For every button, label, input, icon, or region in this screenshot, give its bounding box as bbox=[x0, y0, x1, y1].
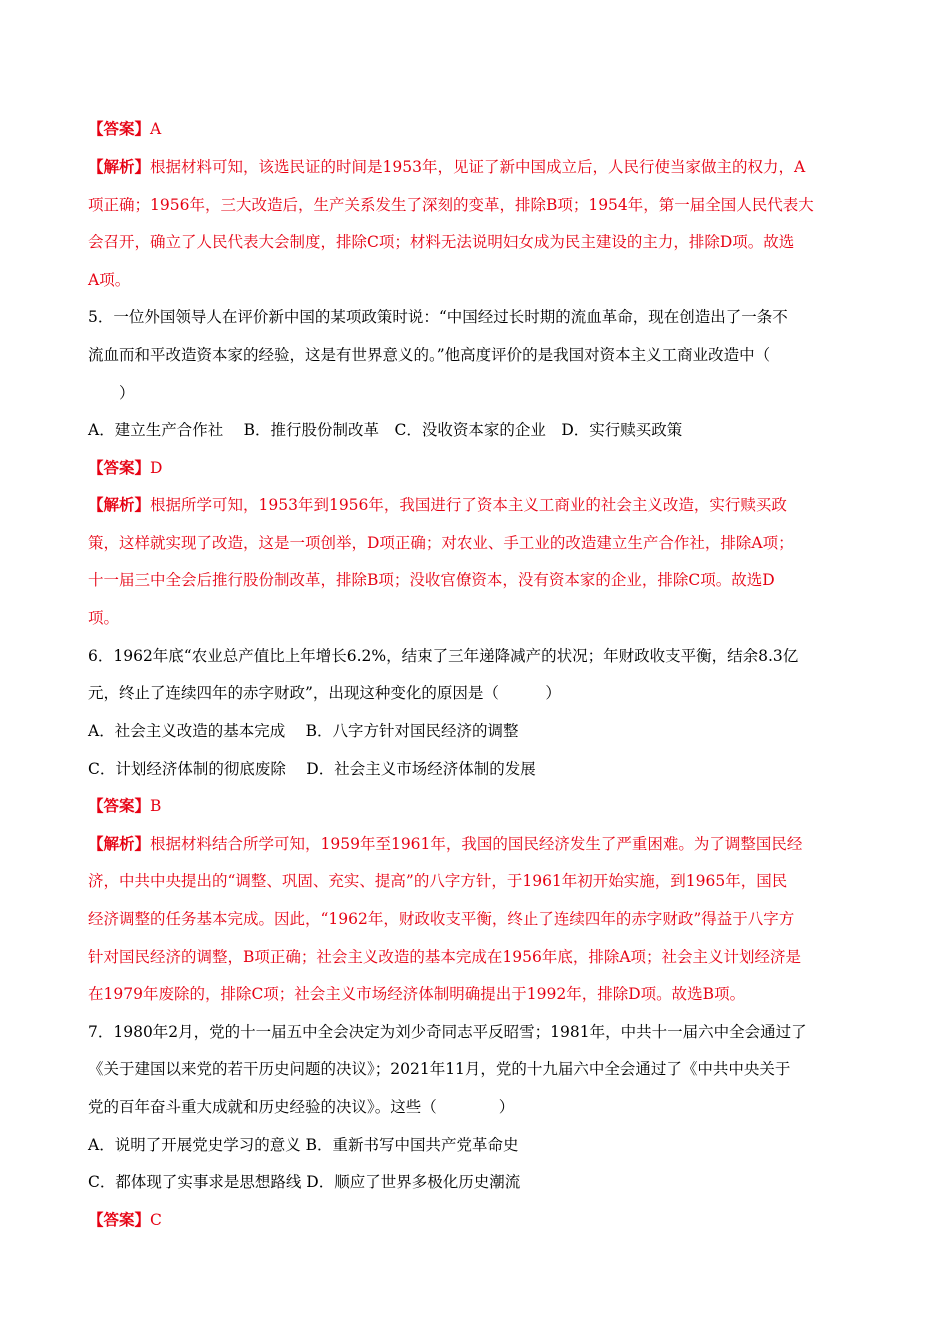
answer-value: D bbox=[150, 459, 163, 477]
answer-label: 【答案】 bbox=[88, 1210, 151, 1229]
analysis-label: 【解析】 bbox=[88, 157, 151, 176]
q6-analysis-line-2: 济，中共中央提出的“调整、巩固、充实、提高”的八字方针，于1961年初开始实施，到1965年，国民 bbox=[88, 872, 788, 890]
answer-label: 【答案】 bbox=[88, 458, 151, 477]
q5-analysis-line-2: 策，这样就实现了改造，这是一项创举，D项正确；对农业、手工业的改造建立生产合作社，排除A项； bbox=[88, 534, 794, 552]
q7-stem-line-2: 《关于建国以来党的若干历史问题的决议》；2021年11月，党的十九届六中全会通过了《中共中央关于 bbox=[88, 1060, 791, 1078]
q6-analysis-line-1: 【解析】根据材料结合所学可知，1959年至1961年，我国的国民经济发生了严重困难。为了调整国民经 bbox=[88, 834, 803, 853]
q6-stem-line-2: 元，终止了连续四年的赤字财政”，出现这种变化的原因是（ ） bbox=[88, 684, 561, 702]
answer-label: 【答案】 bbox=[88, 796, 151, 815]
q7-options-line-1: A．说明了开展党史学习的意义 B．重新书写中国共产党革命史 bbox=[88, 1136, 519, 1154]
answer-value: B bbox=[150, 797, 162, 815]
q5-options: A．建立生产合作社 B．推行股份制改革 C．没收资本家的企业 D．实行赎买政策 bbox=[88, 421, 683, 439]
q6-analysis-line-5: 在1979年废除的，排除C项；社会主义市场经济体制明确提出于1992年，排除D项。故选B项。 bbox=[88, 985, 746, 1003]
q7-answer bbox=[88, 1210, 868, 1230]
q5-analysis-line-3: 十一届三中全会后推行股份制改革，排除B项；没收官僚资本，没有资本家的企业，排除C项。故选D bbox=[88, 571, 775, 589]
q6-answer bbox=[88, 796, 868, 816]
q5-analysis-line-1: 【解析】根据所学可知，1953年到1956年，我国进行了资本主义工商业的社会主义改造，实行赎买政 bbox=[88, 495, 787, 514]
q7-options-line-2: C．都体现了实事求是思想路线 D．顺应了世界多极化历史潮流 bbox=[88, 1173, 521, 1191]
q4-answer bbox=[88, 119, 868, 139]
q7-stem-line-3: 党的百年奋斗重大成就和历史经验的决议》。这些（ ） bbox=[88, 1098, 515, 1116]
q4-analysis-line-1: 【解析】根据材料可知，该选民证的时间是1953年，见证了新中国成立后，人民行使当家做主的权力，A bbox=[88, 157, 806, 176]
analysis-label: 【解析】 bbox=[88, 495, 151, 514]
q4-analysis-line-3: 会召开，确立了人民代表大会制度，排除C项；材料无法说明妇女成为民主建设的主力，排除D项。故选 bbox=[88, 233, 795, 251]
answer-value: C bbox=[150, 1211, 162, 1229]
q4-analysis-line-4: A项。 bbox=[88, 271, 131, 289]
analysis-label: 【解析】 bbox=[88, 834, 151, 853]
q5-stem-line-1: 5．一位外国领导人在评价新中国的某项政策时说：“中国经过长时期的流血革命，现在创造出了一条不 bbox=[88, 308, 788, 326]
q4-analysis-line-2: 项正确；1956年，三大改造后，生产关系发生了深刻的变革，排除B项；1954年，第一届全国人民代表大 bbox=[88, 196, 814, 214]
answer-label: 【答案】 bbox=[88, 119, 151, 138]
q6-stem-line-1: 6．1962年底“农业总产值比上年增长6.2%，结束了三年递降减产的状况；年财政收支平衡，结余8.3亿 bbox=[88, 647, 799, 665]
q5-stem-line-2: 流血而和平改造资本家的经验，这是有世界意义的。”他高度评价的是我国对资本主义工商业改造中（ bbox=[88, 346, 771, 364]
q7-stem-line-1: 7．1980年2月，党的十一届五中全会决定为刘少奇同志平反昭雪；1981年，中共十一届六中全会通过了 bbox=[88, 1023, 807, 1041]
q6-options-line-2: C．计划经济体制的彻底废除 D．社会主义市场经济体制的发展 bbox=[88, 760, 536, 778]
q5-answer bbox=[88, 458, 868, 478]
q6-analysis-line-4: 针对国民经济的调整，B项正确；社会主义改造的基本完成在1956年底，排除A项；社会主义计划经济是 bbox=[88, 948, 802, 966]
q6-options-line-1: A．社会主义改造的基本完成 B．八字方针对国民经济的调整 bbox=[88, 722, 519, 740]
answer-value: A bbox=[150, 120, 162, 138]
q6-analysis-line-3: 经济调整的任务基本完成。因此，“1962年，财政收支平衡，终止了连续四年的赤字财政”得益于八字方 bbox=[88, 910, 795, 928]
q5-analysis-line-4: 项。 bbox=[88, 609, 120, 627]
q5-stem-line-3: ） bbox=[88, 384, 135, 402]
